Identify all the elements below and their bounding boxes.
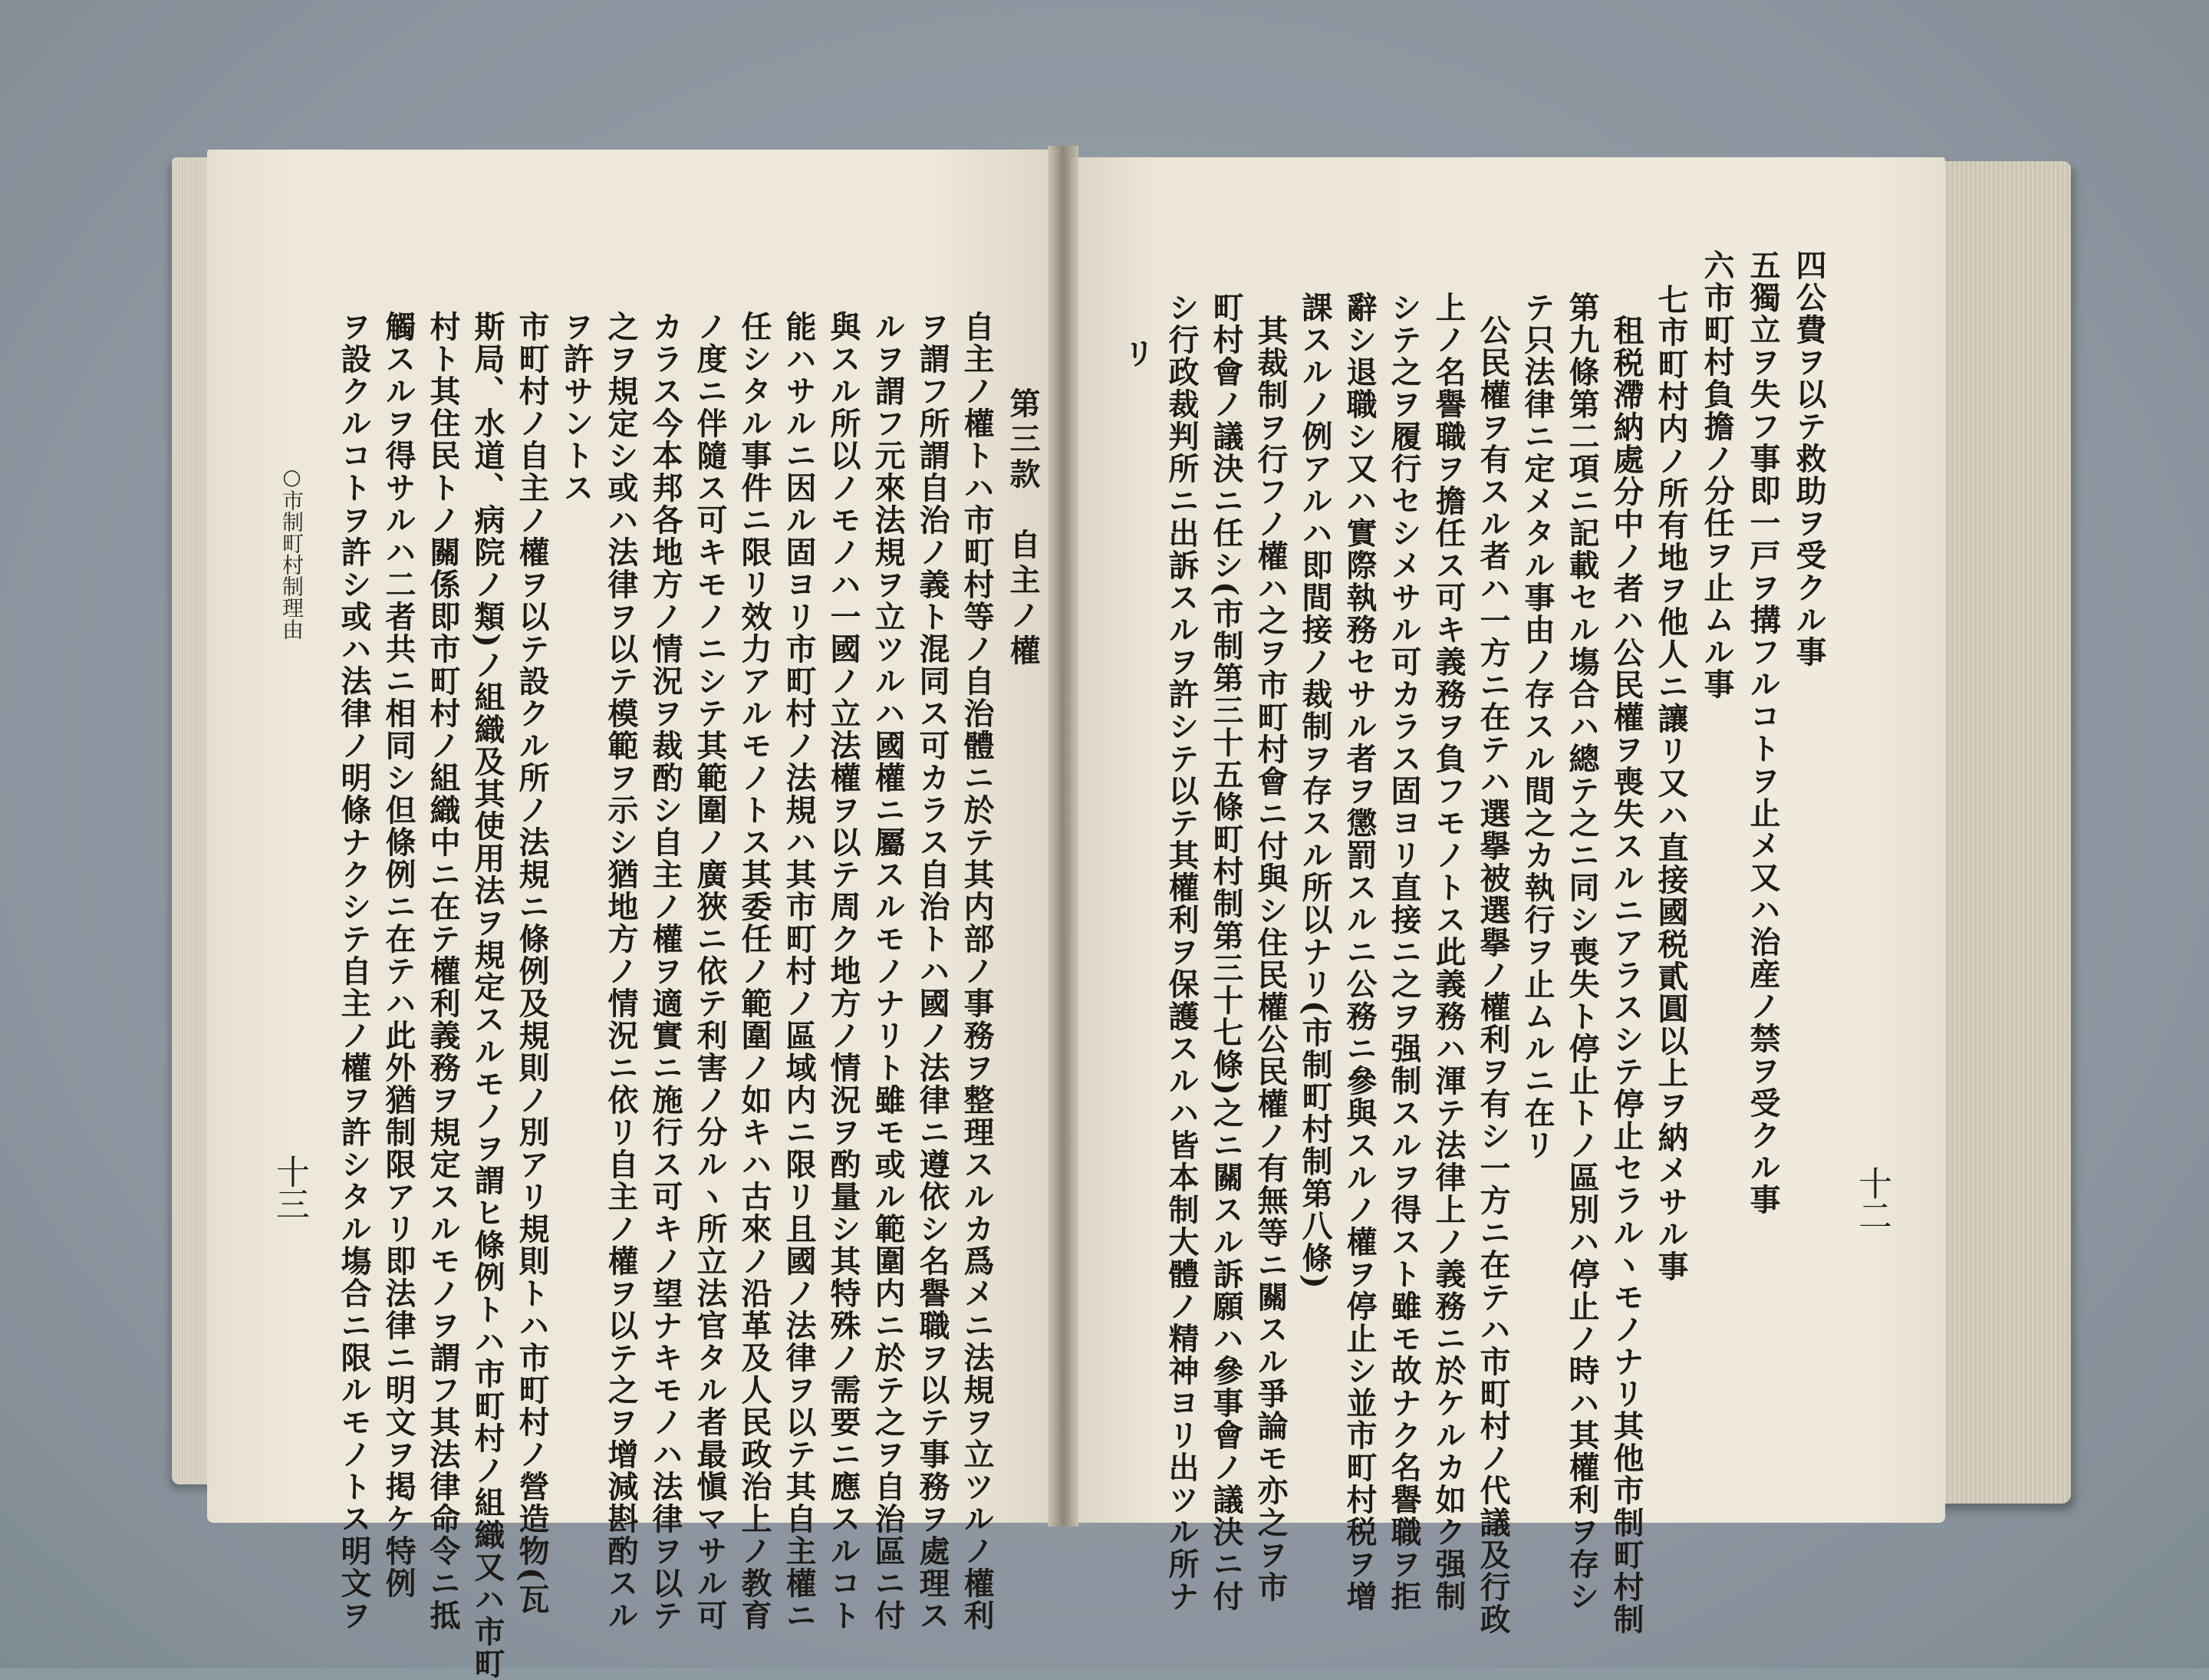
- right-line: シ行政裁判所ニ出訴スルヲ許シテ以テ其權利ヲ保護スルハ皆本制大體ノ精神ヨリ出ツル所ナ: [1164, 292, 1200, 1612]
- right-page-edges: [1933, 161, 2071, 1504]
- right-line: 其裁制ヲ行フノ權ハ之ヲ市町村會ニ付與シ住民權公民權ノ有無等ニ關スル爭論モ亦之ヲ市: [1253, 315, 1289, 1603]
- left-line: 與スル所以ノモノハ一國ノ立法權ヲ以テ周ク地方ノ情況ヲ酌量シ其特殊ノ需要ニ應スルコト: [825, 311, 861, 1632]
- left-line: 能ハサルニ因ル固ヨリ市町村ノ法規ハ其市町村ノ區域内ニ限リ且國ノ法律ヲ以テ其自主權ニ: [781, 311, 817, 1632]
- left-line: ノ度ニ伴隨ス可キモノニシテ其範圍ノ廣狹ニ依テ利害ノ分ルヽ所立法官タル者最愼マサル可: [692, 311, 728, 1632]
- left-line: 自主ノ權トハ市町村等ノ自治體ニ於テ其内部ノ事務ヲ整理スルカ爲メニ法規ヲ立ツルノ權利: [959, 311, 995, 1632]
- running-footer: ○市制町村制理由: [279, 464, 305, 640]
- right-line: 町村會ノ議決ニ任シ(市制第三十五條町村制第三十七條)之ニ關スル訴願ハ參事會ノ議決ニ付: [1208, 292, 1244, 1612]
- right-line: シテ之ヲ履行セシメサル可カラス固ヨリ直接ニ之ヲ强制スルヲ得スト雖モ故ナク名譽職ヲ拒: [1386, 292, 1422, 1612]
- book-gutter: [1048, 146, 1078, 1527]
- left-line: 市町村ノ自主ノ權ヲ以テ設クル所ノ法規ニ條例及規則ノ別アリ規則トハ市町村ノ營造物(瓦: [514, 311, 550, 1616]
- left-line: カラス今本邦各地方ノ情況ヲ裁酌シ自主ノ權ヲ適實ニ施行ス可キノ望ナキモノハ法律ヲ以テ: [647, 311, 683, 1632]
- left-line: 之ヲ規定シ或ハ法律ヲ以テ模範ヲ示シ猶地方ノ情況ニ依リ自主ノ權ヲ以テ之ヲ增減斟酌スル: [603, 311, 639, 1632]
- left-line: 斯局、水道、病院ノ類)ノ組織及其使用法ヲ規定スルモノヲ謂ヒ條例トハ市町村ノ組織又ハ市町: [469, 311, 505, 1680]
- left-line: 觸スルヲ得サルハ二者共ニ相同シ但條例ニ在テハ此外猶制限アリ即法律ニ明文ヲ掲ケ特例: [380, 311, 416, 1599]
- right-line: 公民權ヲ有スル者ハ一方ニ在テハ選擧被選擧ノ權利ヲ有シ一方ニ在テハ市町村ノ代議及行政: [1475, 315, 1511, 1636]
- right-page-number: 十二: [1852, 1166, 1891, 1230]
- section-heading: 第三款 自主ノ權: [1005, 387, 1041, 670]
- right-line: 第九條第二項ニ記載セル塲合ハ總テ之ニ同シ喪失ト停止トノ區別ハ停止ノ時ハ其權利ヲ存シ: [1564, 292, 1600, 1612]
- left-line: 任シタル事件ニ限リ效力アルモノトス其委任ノ範圍ノ如キハ古來ノ沿革及人民政治上ノ教育: [736, 311, 772, 1632]
- right-line: 上ノ名譽職ヲ擔任ス可キ義務ヲ負フモノトス此義務ハ渾テ法律上ノ義務ニ於ケルカ如ク强制: [1430, 292, 1467, 1612]
- right-line: テ只法律ニ定メタル事由ノ存スル間之カ執行ヲ止ムルニ在リ: [1519, 292, 1556, 1161]
- right-line: 七市町村内ノ所有地ヲ他人ニ讓リ又ハ直接國税貳圓以上ヲ納メサル事: [1653, 284, 1689, 1283]
- right-line: 租税滯納處分中ノ者ハ公民權ヲ喪失スルニアラスシテ停止セラルヽモノナリ其他市制町村制: [1608, 315, 1644, 1636]
- right-line: リ: [1119, 338, 1155, 370]
- right-line: 六市町村負擔ノ分任ヲ止ムル事: [1699, 249, 1735, 700]
- right-line: 四公費ヲ以テ救助ヲ受クル事: [1791, 249, 1827, 668]
- right-line: 課スルノ例アルハ即間接ノ裁制ヲ存スル所以ナリ(市制町村制第八條): [1297, 292, 1333, 1290]
- left-line: ヲ謂フ所謂自治ノ義ト混同ス可カラス自治トハ國ノ法律ニ遵依シ名譽職ヲ以テ事務ヲ處理ス: [914, 311, 950, 1632]
- left-line: ルヲ謂フ元來法規ヲ立ツルハ國權ニ屬スルモノナリト雖モ或ル範圍内ニ於テ之ヲ自治區ニ付: [870, 311, 906, 1632]
- right-line: 五獨立ヲ失フ事即一戸ヲ搆フルコトヲ止メ又ハ治産ノ禁ヲ受クル事: [1745, 249, 1781, 1216]
- left-line: ヲ許サントス: [558, 311, 594, 504]
- right-line: 辭シ退職シ又ハ實際執務セサル者ヲ懲罰スルニ公務ニ參與スルノ權ヲ停止シ並市町村税ヲ增: [1342, 292, 1378, 1612]
- left-line: ヲ設クルコトヲ許シ或ハ法律ノ明條ナクシテ自主ノ權ヲ許シタル塲合ニ限ルモノトス明文ヲ: [336, 311, 372, 1632]
- left-page-number: 十三: [270, 1155, 309, 1219]
- left-line: 村ト其住民トノ關係即市町村ノ組織中ニ在テ權利義務ヲ規定スルモノヲ謂フ其法律命令ニ抵: [425, 311, 461, 1632]
